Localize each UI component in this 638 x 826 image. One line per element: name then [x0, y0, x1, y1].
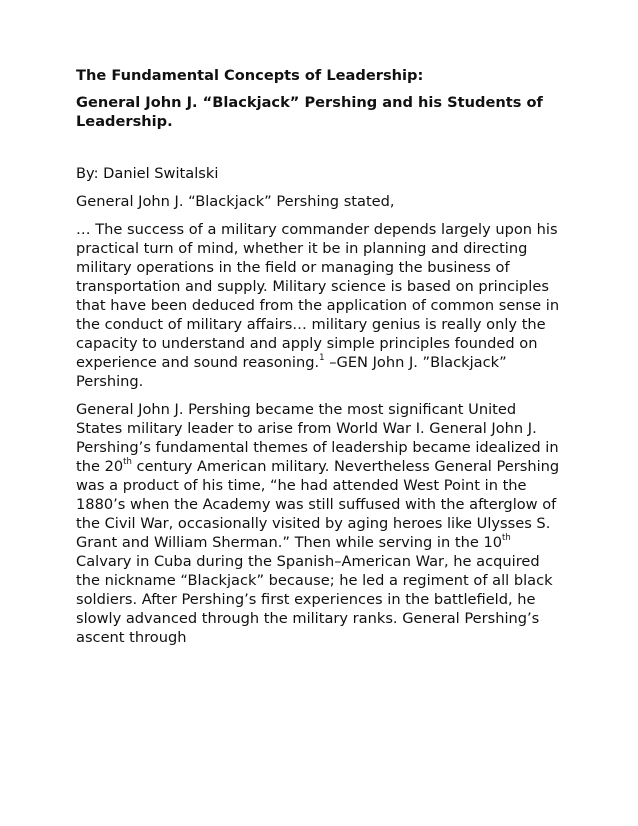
body-text-part-3: Calvary in Cuba during the Spanish–American War, he acquired the nickname “Blackjack” because; he led a regiment of all black soldiers. After Pershing’s first experiences in the battlefield, he slowly advanced through the military ranks. General Pershing’s ascent through: [76, 553, 553, 646]
document-page: [76, 66, 566, 647]
ordinal-suffix-1: th: [123, 457, 132, 467]
document-title: The Fundamental Concepts of Leadership:: [76, 67, 424, 84]
quote-attribution: –GEN John J. ”Blackjack” Pershing.: [76, 354, 507, 390]
author-byline: By: Daniel Switalski: [76, 165, 219, 182]
document-subtitle: General John J. “Blackjack” Pershing and his Students of Leadership.: [76, 94, 543, 130]
body-text-part-2: century American military. Nevertheless General Pershing was a product of his time, “he had attended West Point in the 1880’s when the Academy was still suffused with the afterglow of the Civil War, occasionally visited by aging heroes like Ulysses S. Grant and William Sherman.” Then while serving in the 10: [76, 458, 560, 551]
body-paragraph: [76, 400, 566, 647]
quote-text: … The success of a military commander depends largely upon his practical turn of mind, whether it be in planning and directing military operations in the field or managing the business of transportation and supply. Military science is based on principles that have been deduced from the application of common sense in the conduct of military affairs… military genius is really only the capacity to understand and apply simple principles founded on experience and sound reasoning.: [76, 221, 560, 371]
block-quote: [76, 220, 566, 391]
body-text-part-1: General John J. Pershing became the most significant United States military leader to arise from World War I. General John J. Pershing’s fundamental themes of leadership became idealized in the 20: [76, 401, 559, 475]
quote-intro: General John J. “Blackjack” Pershing stated,: [76, 193, 395, 210]
footnote-marker: 1: [319, 353, 325, 363]
ordinal-suffix-2: th: [502, 533, 511, 543]
